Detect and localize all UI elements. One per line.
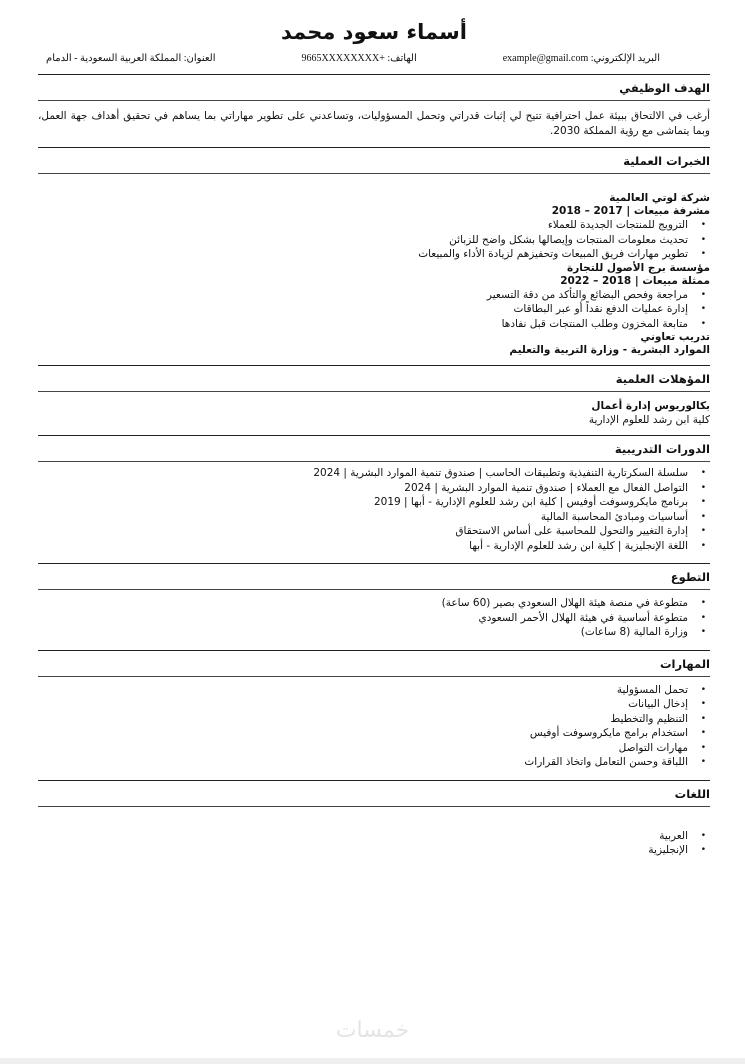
list-item: • تحديث معلومات المنتجات وإيصالها بشكل واضح للزبائن [38, 233, 688, 248]
list-item: • استخدام برامج مايكروسوفت أوفيس [38, 726, 688, 741]
skills-title: المهارات [660, 656, 710, 671]
list-item: • التنظيم والتخطيط [38, 712, 688, 727]
job-role: مشرفة مبيعات | 2017 – 2018 [551, 205, 710, 217]
languages-list [38, 829, 710, 858]
list-item: • اللباقة وحسن التعامل واتخاذ القرارات [38, 755, 688, 770]
volunteering-title: التطوع [670, 570, 710, 584]
phone-text: الهاتف: +9665XXXXXXXX [301, 53, 417, 64]
list-item: • التواصل الفعال مع العملاء | صندوق تنمية الموارد البشرية | 2024 [38, 481, 688, 496]
list-item: • متطوعة أساسية في هيئة الهلال الأحمر السعودي [38, 611, 688, 626]
resume-page [38, 18, 710, 858]
job-company: شركة لوتي العالمية [609, 192, 710, 204]
list-item: • تحمل المسؤولية [38, 683, 688, 698]
job-tasks [38, 218, 710, 262]
list-item: • برنامج مايكروسوفت أوفيس | كلية ابن رشد للعلوم الإدارية - أبها | 2019 [38, 495, 688, 510]
degree-name: بكالوريوس إدارة أعمال [591, 400, 710, 412]
list-item: • إدارة التغيير والتحول للمحاسبة على أساس الاستحقاق [38, 524, 688, 539]
list-item: • أساسيات ومبادئ المحاسبة المالية [38, 510, 688, 525]
list-item: • متابعة المخزون وطلب المنتجات قبل نفادها [38, 317, 688, 332]
list-item: • العربية [38, 829, 688, 844]
list-item: • مهارات التواصل [38, 741, 688, 756]
list-item: • إدارة عمليات الدفع نقداً أو عبر البطاقات [38, 302, 688, 317]
section-underline [38, 391, 710, 392]
job-tasks [38, 288, 710, 332]
job-entry [38, 262, 710, 332]
list-item: • سلسلة السكرتارية التنفيذية وتطبيقات الحاسب | صندوق تنمية الموارد البشرية | 2024 [38, 466, 688, 481]
courses-title: الدورات التدريبية [614, 442, 710, 456]
experience-title: الخبرات العملية [623, 154, 710, 168]
list-item: • متطوعة في منصة هيئة الهلال السعودي بصير (60 ساعة) [38, 596, 688, 611]
list-item: • الإنجليزية [38, 843, 688, 858]
job-entry [38, 192, 710, 262]
list-item: • إدخال البيانات [38, 697, 688, 712]
school-name: كلية ابن رشد للعلوم الإدارية [588, 414, 710, 426]
job-company: مؤسسة برج الأصول للتجارة [567, 261, 710, 274]
address-text: العنوان: المملكة العربية السعودية - الدمام [46, 53, 216, 64]
list-item: • وزارة المالية (8 ساعات) [38, 625, 688, 640]
education-title: المؤهلات العلمية [615, 372, 710, 386]
section-underline [38, 806, 710, 807]
email-text: البريد الإلكتروني: example@gmail.com [502, 53, 660, 64]
list-item: • الترويج للمنتجات الجديدة للعملاء [38, 218, 688, 233]
list-item: • مراجعة وفحص البضائع والتأكد من دقة التسعير [38, 288, 688, 303]
training-title: تدريب تعاوني [640, 331, 710, 343]
languages-title: اللغات [674, 786, 710, 801]
watermark-logo: خمسات [335, 1018, 410, 1043]
skills-list [38, 683, 710, 770]
objective-title: الهدف الوظيفي [619, 81, 710, 95]
list-item: • اللغة الإنجليزية | كلية ابن رشد للعلوم الإدارية - أبها [38, 539, 688, 554]
courses-list [38, 466, 710, 553]
contact-line [38, 52, 710, 66]
section-underline [38, 676, 710, 677]
training-place: الموارد البشرية - وزارة التربية والتعليم [509, 344, 710, 356]
job-role: ممثلة مبيعات | 2018 – 2022 [560, 274, 710, 287]
section-underline [38, 173, 710, 174]
volunteering-list [38, 596, 710, 640]
section-underline [38, 589, 710, 590]
candidate-name: أسماء سعود محمد [281, 20, 467, 44]
section-underline [38, 461, 710, 462]
list-item: • تطوير مهارات فريق المبيعات وتحفيزهم لزيادة الأداء والمبيعات [38, 247, 688, 262]
objective-text: أرغب في الالتحاق ببيئة عمل احترافية تتيح لي إثبات قدراتي وتحمل المسؤوليات، وتساعدني على تطوير مهاراتي بما يساهم في تحقيق أهداف جهة العمل، وبما يتماشى مع رؤية المملكة 2030. [38, 110, 710, 137]
footer-band [0, 1058, 745, 1064]
